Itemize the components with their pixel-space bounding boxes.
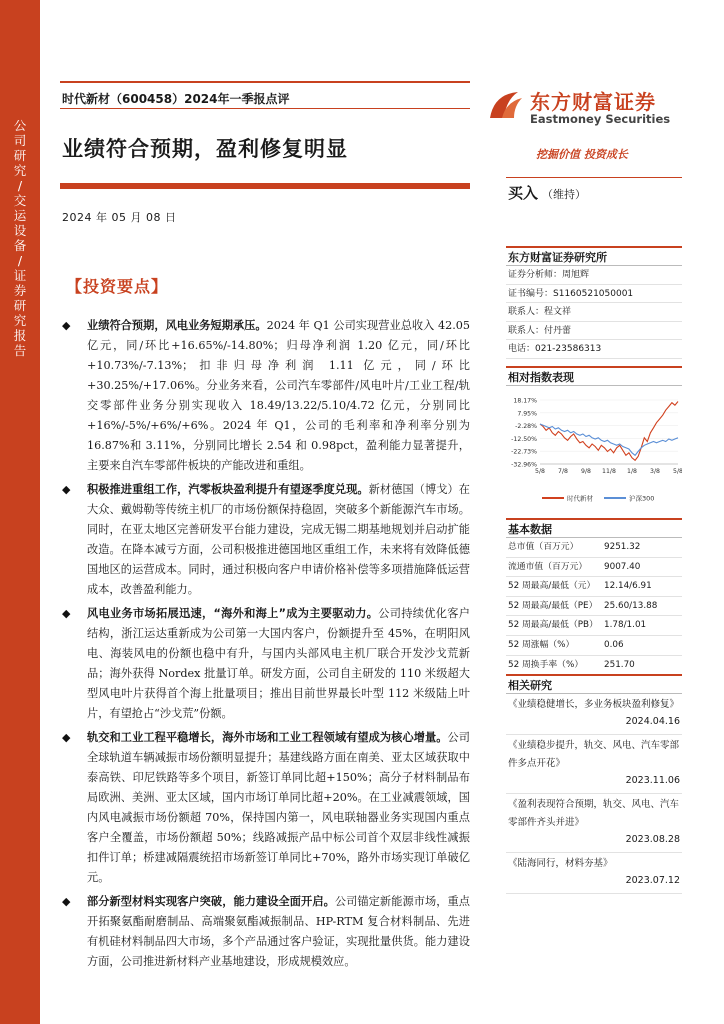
header-rule-thin xyxy=(60,108,470,109)
report-title: 时代新材（600458）2024年一季报点评 xyxy=(62,92,290,106)
bullet-lead: 部分新型材料实现客户突破，能力建设全面开启。 xyxy=(87,895,335,908)
institute-title: 东方财富证券研究所 xyxy=(506,246,682,266)
bullet-lead: 轨交和工业工程平稳增长，海外市场和工业工程领域有望成为核心增量。 xyxy=(87,731,448,744)
rating-label: 买入 xyxy=(508,184,539,202)
x-tick-label: 5/8 xyxy=(673,468,682,475)
basic-data-value: 9007.40 xyxy=(604,561,641,572)
diamond-bullet-icon: ◆ xyxy=(62,319,71,332)
basic-data-box xyxy=(506,518,682,675)
investment-bullet xyxy=(60,604,470,724)
contact-line: 联系人：付丹蕾 xyxy=(506,322,682,341)
index-chart xyxy=(506,390,682,510)
bullet-lead: 风电业务市场拓展迅速，“海外和海上”成为主要驱动力。 xyxy=(87,607,379,620)
certificate-line: 证书编号：S1160521050001 xyxy=(506,285,682,304)
investment-bullet xyxy=(60,892,470,972)
basic-data-value: 9251.32 xyxy=(604,542,641,552)
index-chart-svg xyxy=(506,390,682,510)
related-report-date: 2023.07.12 xyxy=(506,873,682,894)
logo-chinese-name: 东方财富证券 xyxy=(530,90,656,114)
basic-data-row xyxy=(506,577,682,597)
institute-box xyxy=(506,246,682,359)
basic-data-title: 基本数据 xyxy=(506,518,682,538)
logo-english-name: Eastmoney Securities xyxy=(530,112,671,126)
basic-data-row xyxy=(506,656,682,676)
x-tick-label: 11/8 xyxy=(602,468,616,475)
diamond-bullet-icon: ◆ xyxy=(62,731,71,744)
related-report-title[interactable]: 《盈利表现符合预期，轨交、风电、汽车零部件齐头并进》 xyxy=(508,799,680,828)
title-rule xyxy=(60,183,470,189)
basic-data-key: 流通市值（百万元） xyxy=(508,561,588,572)
slogan: 挖掘价值 投资成长 xyxy=(536,148,628,161)
rating-rule xyxy=(506,177,682,178)
y-tick-label: -2.28% xyxy=(515,423,537,431)
related-research-title: 相关研究 xyxy=(506,674,682,694)
investment-heading: 【投资要点】 xyxy=(66,277,169,296)
bullet-text: 公司持续优化客户结构，浙江运达重新成为公司第一大国内客户，份额提升至 45%，在明阳风电、海装风电的份额也稳中有升，与国内头部风电主机厂联合开发沙戈荒新品；海外获得 Nordex 批量订单。研发方面，公司自主研发的 110 米级超大型风电叶片获得首个海上批量项目；推出目前世界最长叶型 112 米级陆上叶片，有望抢占“沙戈荒”份额。 xyxy=(87,607,470,720)
phone-line: 电话：021-23586313 xyxy=(506,340,682,359)
basic-data-key: 52 周最高/最低（PB） xyxy=(508,620,598,631)
x-tick-label: 1/8 xyxy=(627,468,637,475)
diamond-bullet-icon: ◆ xyxy=(62,607,71,620)
logo-mark-icon xyxy=(488,88,524,122)
basic-data-row xyxy=(506,597,682,617)
sidebar-band xyxy=(0,0,40,1024)
y-tick-label: 18.17% xyxy=(513,397,537,405)
x-tick-label: 7/8 xyxy=(558,468,568,475)
related-report-title[interactable]: 《业绩稳步提升，轨交、风电、汽车零部件多点开花》 xyxy=(508,740,680,769)
sidebar-category: 公司研究 / 交运设备 / 证券研究报告 xyxy=(13,118,27,358)
analyst-line: 证券分析师：周旭辉 xyxy=(506,266,682,285)
x-tick-label: 9/8 xyxy=(581,468,591,475)
related-report-date: 2023.11.06 xyxy=(506,773,682,794)
bullet-text: 公司锚定新能源市场，重点开拓聚氨酯耐磨制品、高端聚氨酯减振制品、HP-RTM 复合材料制品、先进有机硅材料制品四大市场，多个产品通过客户验证，实现批量供货。能力建设方面，公司推进新材料产业基地建设，形成规模效应。 xyxy=(87,895,470,968)
basic-data-row xyxy=(506,636,682,656)
bullet-text: 新材德国（博戈）在大众、戴姆勒等传统主机厂的市场份额保持稳固，突破多个新能源汽车市场。同时，在亚太地区完善研发平台能力建设，完成无锡二期基地规划并启动扩能改造。在降本减亏方面，公司积极推进德国地区重组工作，未来将有效降低德国地区的运营成本。同时，通过积极向客户申请价格补偿等多项措施降低运营成本，改善盈利能力。 xyxy=(87,483,470,596)
legend-label: 沪深300 xyxy=(629,494,655,503)
y-tick-label: -22.73% xyxy=(511,448,537,456)
diamond-bullet-icon: ◆ xyxy=(62,895,71,908)
related-report-date: 2024.04.16 xyxy=(506,714,682,735)
basic-data-row xyxy=(506,538,682,558)
x-tick-label: 3/8 xyxy=(650,468,660,475)
basic-data-key: 总市值（百万元） xyxy=(508,542,579,552)
bullet-text: 2024 年 Q1 公司实现营业总收入 42.05 亿元，同/环比+16.65%/-14.80%；归母净利润 1.20 亿元，同/环比+10.73%/-7.13%；扣非归母净利润 1.11 亿元，同/环比+30.25%/+17.06%。分业务来看，公司汽车零部件/风电叶片/工业工程/轨交零部件业务分别实现收入 18.49/13.22/5.10/4.72 亿元，分别同比+16%/-5%/+6%/+6%。2024 年 Q1，公司的毛利率和净利率分别为 16.87%和 3.11%，分别同比增长 2.54 和 0.98pct，盈利能力显著提升，主要来自汽车零部件板块的产能改进和重组。 xyxy=(87,319,470,472)
index-chart-title: 相对指数表现 xyxy=(506,366,682,386)
basic-data-value: 0.06 xyxy=(604,639,624,650)
basic-data-key: 52 周最高/最低（元） xyxy=(508,581,596,592)
basic-data-value: 251.70 xyxy=(604,659,635,670)
investment-bullet xyxy=(60,728,470,888)
basic-data-key: 52 周最高/最低（PE） xyxy=(508,600,598,611)
bullet-lead: 业绩符合预期，风电业务短期承压。 xyxy=(87,319,267,332)
contact-line: 联系人：程文祥 xyxy=(506,303,682,322)
basic-data-value: 12.14/6.91 xyxy=(604,581,652,592)
index-chart-box xyxy=(506,366,682,386)
diamond-bullet-icon: ◆ xyxy=(62,483,71,496)
legend-label: 时代新材 xyxy=(567,494,593,503)
basic-data-value: 1.78/1.01 xyxy=(604,620,647,631)
related-report-title[interactable]: 《业绩稳健增长，多业务板块盈利修复》 xyxy=(508,699,680,710)
basic-data-row xyxy=(506,616,682,636)
y-tick-label: 7.95% xyxy=(517,410,537,418)
related-report-title[interactable]: 《陆海同行，材料夯基》 xyxy=(508,858,613,869)
y-tick-label: -12.50% xyxy=(511,435,537,443)
investment-bullets xyxy=(60,316,470,976)
page-title: 业绩符合预期，盈利修复明显 xyxy=(62,137,348,161)
basic-data-key: 52 周涨幅（%） xyxy=(508,639,575,650)
basic-data-key: 52 周换手率（%） xyxy=(508,659,584,670)
y-tick-label: -32.96% xyxy=(511,461,537,469)
company-logo xyxy=(488,86,671,130)
rating xyxy=(508,182,586,203)
related-research-box xyxy=(506,674,682,894)
rating-note: （维持） xyxy=(542,188,587,201)
report-date: 2024 年 05 月 08 日 xyxy=(62,211,177,224)
bullet-text: 公司全球轨道车辆减振市场份额明显提升；基建线路方面在南美、亚太区域获取中泰高铁、印尼铁路等多个项目，新签订单同比超+150%；高分子材料制品布局欧洲、美洲、亚太区域，国内市场订单同比超+20%。在工业减震领域，国内风电减振市场份额超 70%，保持国内第一，风电联轴器业务实现国内重点客户全覆盖，市场份额超 50%；线路减振产品中标公司首个双层非线性减振扣件订单；桥建减隔震统招市场新签订单同比+70%，路外市场实现订单破亿元。 xyxy=(87,731,470,884)
x-tick-label: 5/8 xyxy=(535,468,545,475)
basic-data-row xyxy=(506,558,682,578)
header-rule xyxy=(60,81,470,83)
investment-bullet xyxy=(60,316,470,476)
bullet-lead: 积极推进重组工作，汽零板块盈利提升有望逐季度兑现。 xyxy=(87,483,369,496)
basic-data-value: 25.60/13.88 xyxy=(604,600,658,611)
investment-bullet xyxy=(60,480,470,600)
related-report-date: 2023.08.28 xyxy=(506,832,682,853)
